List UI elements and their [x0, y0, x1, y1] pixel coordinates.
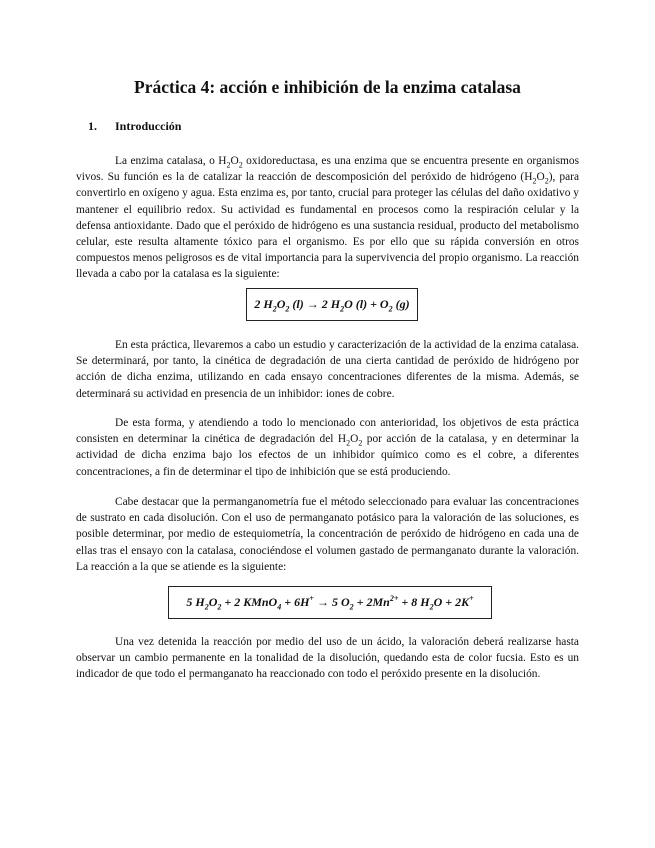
paragraph-permanganometry: Cabe destacar que la permanganometría fue el método seleccionado para evaluar las concentraciones de sustrato en cada disolución. Con el uso de permanganato potásico para la valoración de las soluciones, es posible determinar, por medio de estequiometría, la concentración de peróxido de hidrógeno en cada una de ellas tras el ensayo con la catalasa, conociéndose el volumen gastado de permanganato durante la valoración. La reacción a la que se atiende es la siguiente: — [76, 496, 579, 573]
paragraph-titration-end: Una vez detenida la reacción por medio del uso de un ácido, la valoración deberá realizarse hasta observar un cambio permanente en la tonalidad de la disolución, quedando esta de color fucsia. Esto es un indicador de que todo el permanganato ha reaccionado con todo el peróxido presente en la disolución. — [76, 636, 579, 681]
equation-permanganate-box — [168, 586, 492, 619]
section-number: 1. — [88, 119, 97, 133]
equation-catalase-box — [246, 288, 418, 321]
paragraph-practice: En esta práctica, llevaremos a cabo un estudio y caracterización de la actividad de la enzima catalasa. Se determinará, por tanto, la cinética de degradación de una cierta cantidad de peróxido de hidrógeno por acción de dicha enzima, utilizando en cada ensayo concentraciones diferentes de la misma. Además, se determinará su actividad en presencia de un inhibidor: iones de cobre. — [76, 339, 579, 400]
equation-permanganate: 5 $H_2O_2 + 2$ KMnO$_4$ + 6H+ → 5 $O_2 + 2Mn^{2+} + 8$ $H_2O + 2K^+$ — [186, 594, 474, 612]
section-title: Introducción — [115, 119, 182, 133]
equation-catalase: 2 $H_2O_2$ (l) → 2 $H_2O$ $(l) + O_2$ (g) — [254, 297, 410, 314]
paragraph-objectives: De esta forma, y atendiendo a todo lo mencionado con anterioridad, los objetivos de esta práctica consisten en determinar la cinética de degradación del $H_2O_2$ por acción de la catalasa, y en determinar la actividad de dicha enzima bajo los efectos de un inhibidor químico como es el cobre, a diferentes concentraciones, a fin de determinar el tipo de inhibición que se está produciendo. — [76, 417, 579, 478]
paragraph-intro: La enzima catalasa, o $H_2O_2$ oxidoreductasa, es una enzima que se encuentra presente en organismos vivos. Su función es la de catalizar la reacción de descomposición del peróxido de hidrógeno $(H_2O_2)$, para convertirlo en oxígeno y agua. Esta enzima es, por tanto, crucial para proteger las células del daño oxidativo y mantener el equilibrio redox. Su actividad es fundamental en procesos como la respiración celular y la defensa antioxidante. Dado que el peróxido de hidrógeno es una sustancia residual, producto del metabolismo celular, este resulta altamente tóxico para el organismo. Es por ello que su rápida conversión en otros compuestos menos peligrosos es de vital importancia para la supervivencia del propio organismo. La reacción llevada a cabo por la catalasa es la siguiente: — [76, 155, 580, 281]
section-heading — [88, 119, 181, 134]
page-title: Práctica 4: acción e inhibición de la enzima catalasa — [134, 77, 521, 97]
